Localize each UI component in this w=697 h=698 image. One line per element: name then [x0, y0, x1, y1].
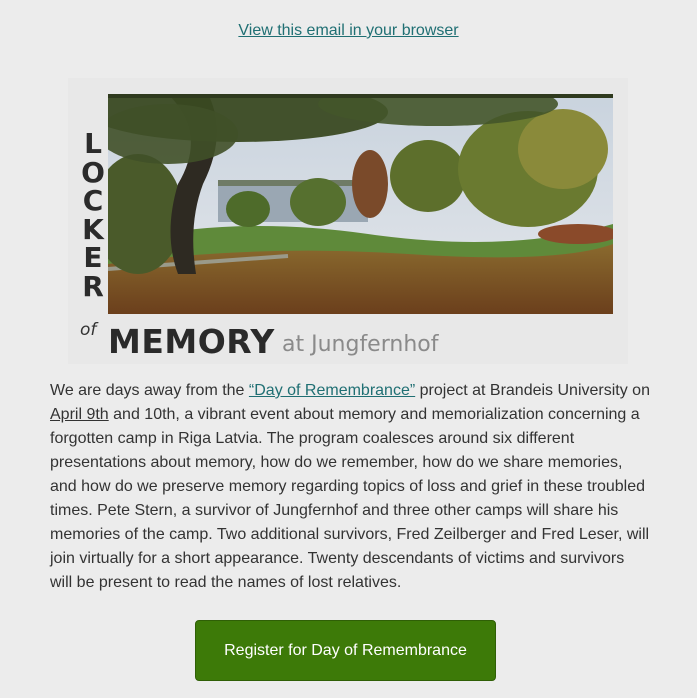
park-landscape-image: [108, 94, 613, 314]
banner-title-of: of: [80, 320, 97, 340]
paragraph-text-1: We are days away from the: [50, 382, 249, 399]
locker-letter: L: [84, 127, 102, 160]
paragraph-text-3: and 10th, a vibrant event about memory and memorialization concerning a forgotten camp in Riga Latvia. The program coalesces around six different presentations about memory, how do we remember, how do we share memories, and how do we preserve memory regarding topics of loss and grief in these troubled times. Pete Stern, a survivor of Jungfernhof and three other camps will share his memories of the camp. Two additional survivors, Fred Zeilberger and Fred Leser, will join virtually for a short appearance. Twenty descendants of victims and survivors will be present to read the names of lost relatives.: [50, 406, 650, 591]
announcement-paragraph: [50, 379, 650, 595]
april-9th-date-link[interactable]: April 9th: [50, 406, 109, 423]
register-button[interactable]: Register for Day of Remembrance: [195, 620, 496, 681]
locker-letter: O: [81, 155, 105, 189]
banner-title-place: at Jungfernhof: [282, 332, 439, 357]
locker-vertical-word: [80, 127, 106, 303]
park-photo: [108, 94, 613, 314]
browser-link-row: [0, 22, 697, 40]
banner-title-memory: MEMORY: [108, 322, 275, 361]
locker-letter: R: [82, 269, 104, 303]
locker-of-memory-banner: [68, 78, 628, 364]
paragraph-text-2: project at Brandeis University on: [415, 382, 650, 399]
view-in-browser-link[interactable]: View this email in your browser: [238, 22, 459, 39]
locker-letter: E: [83, 241, 103, 274]
day-of-remembrance-link[interactable]: “Day of Remembrance”: [248, 382, 416, 399]
locker-letter: K: [82, 212, 104, 246]
locker-letter: C: [82, 184, 104, 217]
